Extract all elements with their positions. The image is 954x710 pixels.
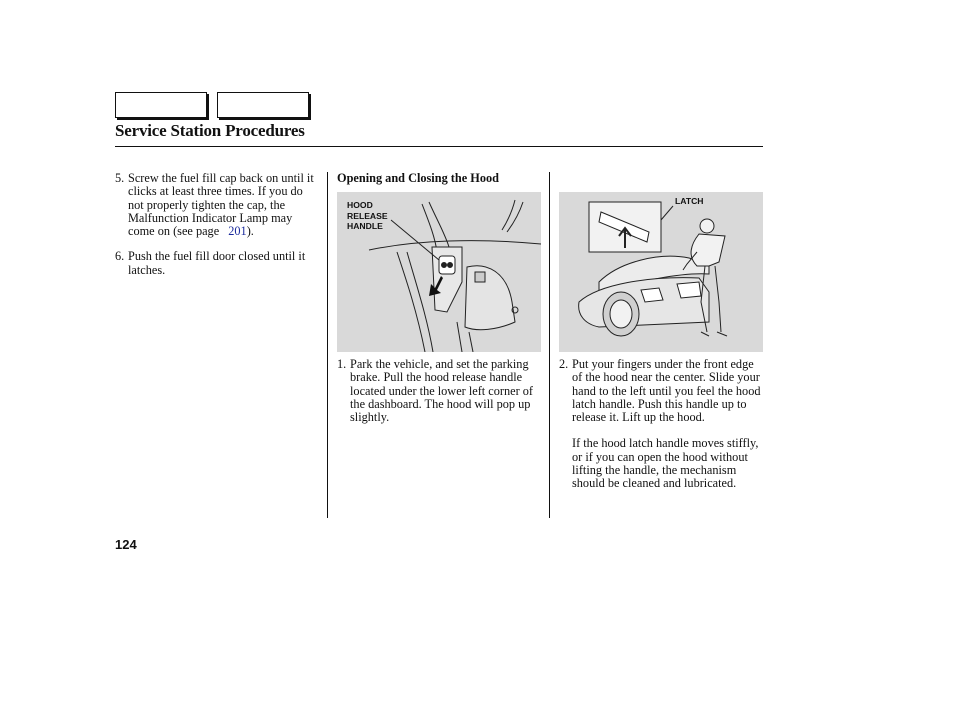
step-6 (115, 250, 315, 277)
section-heading: Opening and Closing the Hood (337, 171, 499, 185)
latch-label: LATCH (675, 196, 704, 206)
latch-note (559, 437, 763, 490)
hood-release-illustration (337, 192, 541, 352)
label-line-hood: HOOD (347, 200, 373, 210)
hood-latch-illustration (559, 192, 763, 352)
page-title: Service Station Procedures (115, 121, 305, 140)
step-1 (337, 358, 545, 424)
step-5-number: 5. (115, 171, 125, 185)
hood-release-handle-label (347, 200, 388, 232)
step-2 (559, 358, 763, 424)
step-1-number: 1. (337, 357, 347, 371)
step-5-text: Screw the fuel fill cap back on until it clicks at least three times. If you do not properly tighten the cap, the Malfunction Indicator Lamp may come on (see page (128, 171, 314, 239)
column-1 (115, 172, 315, 277)
header-tab-box-left (115, 92, 207, 118)
step-1-item (337, 358, 545, 424)
column-divider-right (549, 172, 550, 518)
step-5 (115, 172, 315, 238)
header-tab-box-right (217, 92, 309, 118)
step-2-text: Put your fingers under the front edge of the hood near the center. Slide your hand to the left until you feel the hood latch handle. Push this handle up to release it. Lift up the hood. (572, 357, 761, 425)
page-link-201[interactable]: 201 (228, 224, 247, 239)
step-2-number: 2. (559, 357, 569, 371)
step-6-number: 6. (115, 249, 125, 264)
latch-note-text: If the hood latch handle moves stiffly, or if you can open the hood without lifting the handle, the mechanism should be cleaned and lubricated. (572, 436, 759, 491)
car-hood-drawing (559, 192, 763, 352)
label-line-handle: HANDLE (347, 221, 383, 231)
column-3-text (559, 358, 763, 491)
step-5-text-end: ). (246, 224, 254, 239)
column-divider-left (327, 172, 328, 518)
step-1-text: Park the vehicle, and set the parking brake. Pull the hood release handle located under the lower left corner of the dashboard. The hood will pop up slightly. (350, 357, 534, 425)
page-number: 124 (115, 537, 137, 552)
label-line-release: RELEASE (347, 210, 388, 221)
title-rule (115, 146, 763, 147)
step-6-text: Push the fuel fill door closed until it latches. (128, 249, 306, 277)
